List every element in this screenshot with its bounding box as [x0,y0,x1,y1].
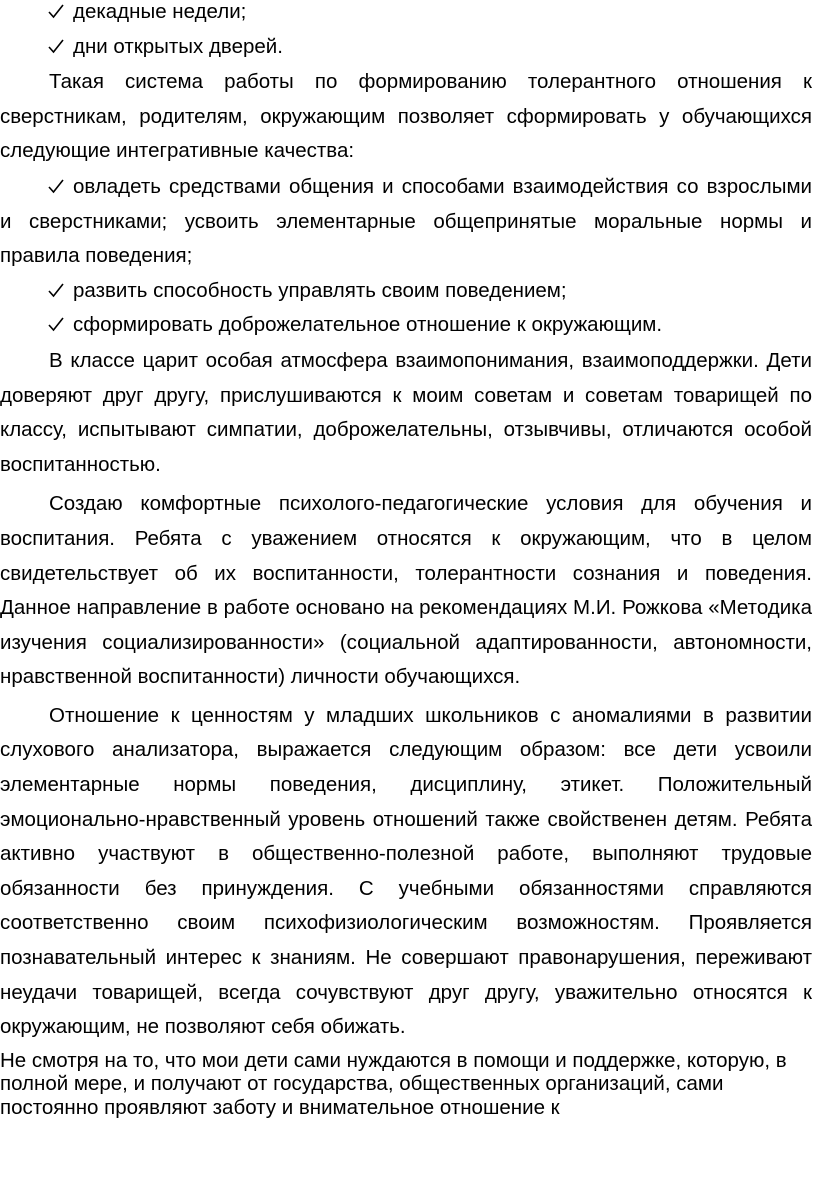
checkmark-icon [48,30,70,54]
list-item [0,274,812,309]
paragraph-final: Не смотря на то, что мои дети сами нуждаются в помощи и поддержке, которую, в полной мере, и получают от государства, общественных организаций, сами постоянно проявляют заботу и внимательное отношение к [0,1048,787,1119]
checkmark-icon [48,170,70,194]
paragraph: Отношение к ценностям у младших школьников с аномалиями в развитии слухового анализатора, выражается следующим образом: все дети усвоили элементарные нормы поведения, дисциплину, этикет. Положительный эмоционально-нравственный уровень отношений также свойственен детям. Ребята активно участвуют в общественно-полезной работе, выполняют трудовые обязанности без принуждения. С учебными обязанностями справляются соответственно своим психофизиологическим возможностям. Проявляется познавательный интерес к знаниям. Не совершают правонарушения, переживают неудачи товарищей, всегда сочувствуют друг другу, уважительно относятся к окружающим, не позволяют себя обижать. [0,703,812,1039]
paragraph: В классе царит особая атмосфера взаимопонимания, взаимоподдержки. Дети доверяют друг другу, прислушиваются к моим советам и советам товарищей по классу, испытывают симпатии, доброжелательны, отзывчивы, отличаются особой воспитанностью. [0,348,812,476]
list-item [0,170,812,274]
list-item [0,30,812,65]
paragraph: Такая система работы по формированию толерантного отношения к сверстникам, родителям, окружающим позволяет сформировать у обучающихся следующие интегративные качества: [0,70,812,163]
list-item-text: сформировать доброжелательное отношение к окружающим. [73,313,663,337]
list-item-text: декадные недели; [73,0,247,23]
list-item [0,308,812,343]
checkmark-icon [48,0,70,19]
paragraph: Создаю комфортные психолого-педагогические условия для обучения и воспитания. Ребята с уважением относятся к окружающим, что в целом свидетельствует об их воспитанности, толерантности сознания и поведения. Данное направление в работе основано на рекомендациях М.И. Рожкова «Методика изучения социализированности» (социальной адаптированности, автономности, нравственной воспитанности) личности обучающихся. [0,492,812,689]
checkmark-icon [48,274,70,298]
list-item-text: овладеть средствами общения и способами взаимодействия со взрослыми и сверстниками; усвоить элементарные общепринятые моральные нормы и правила поведения; [0,174,812,268]
list-item-text: дни открытых дверей. [73,34,283,58]
list-item-text: развить способность управлять своим поведением; [73,278,567,302]
list-item [0,0,812,30]
checkmark-icon [48,308,70,332]
